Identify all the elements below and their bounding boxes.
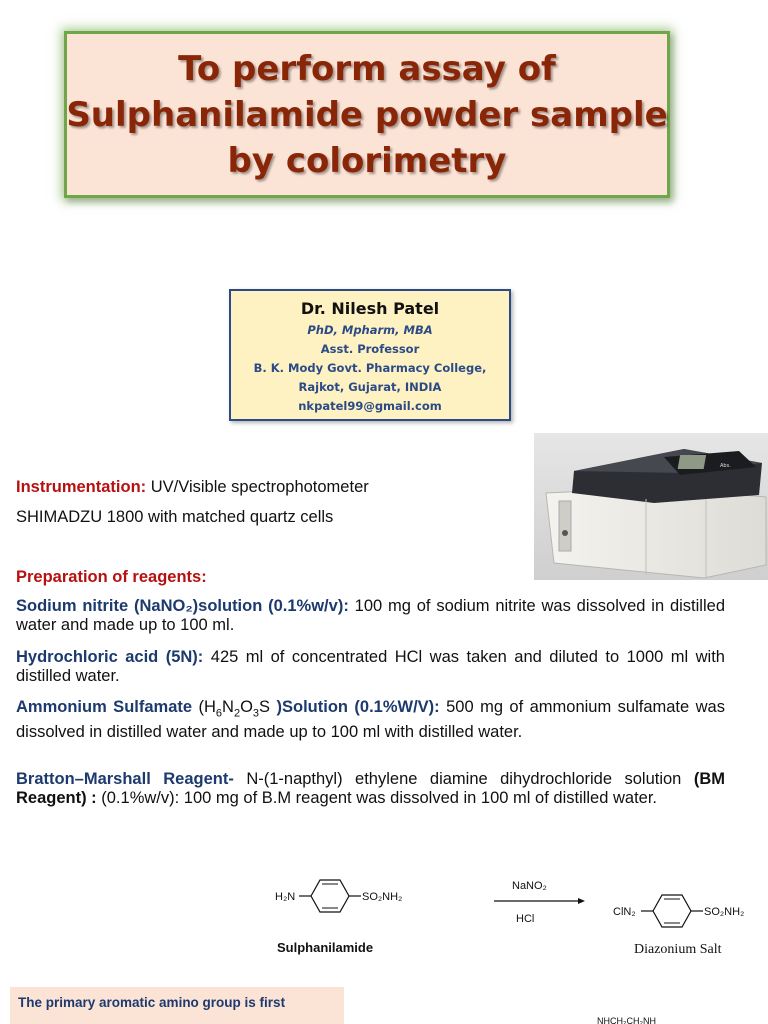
sodium-nitrite-paragraph	[16, 597, 725, 635]
formula-s: S	[259, 698, 271, 716]
arrow-head	[578, 898, 585, 904]
author-degrees: PhD, Mpharm, MBA	[307, 323, 433, 337]
instrumentation-label: Instrumentation:	[16, 478, 147, 496]
formula-o: O	[240, 698, 253, 716]
author-position: Asst. Professor	[320, 342, 420, 356]
benzene-ring-1	[311, 880, 349, 912]
bm-text1: N-(1-napthyl) ethylene diamine dihydrochloride solution	[246, 770, 682, 788]
reagent-top: NaNO₂	[512, 880, 547, 892]
reagents-heading: Preparation of reagents:	[16, 568, 207, 586]
title-line-2: Sulphanilamide powder sample	[66, 94, 668, 135]
cln2-label: ClN₂	[613, 906, 636, 918]
bm-label2: (BM Reagent) :	[16, 770, 725, 807]
author-college: B. K. Mody Govt. Pharmacy College,	[253, 361, 487, 375]
reactant-name: Sulphanilamide	[277, 940, 374, 955]
title-line-1: To perform assay of	[178, 48, 556, 89]
title-box	[64, 31, 670, 198]
instrumentation-text: UV/Visible spectrophotometer	[150, 478, 369, 496]
product-name: Diazonium Salt	[634, 942, 722, 957]
ammonium-label-b: )Solution (0.1%W/V):	[276, 698, 440, 716]
so2nh2-label-2: SO₂NH₂	[704, 906, 745, 918]
hcl-text: 425 ml of concentrated HCl was taken and diluted to 1000 ml with distilled water.	[16, 648, 725, 685]
note-box	[10, 987, 344, 1024]
formula-h: H	[203, 698, 216, 716]
author-location: Rajkot, Gujarat, INDIA	[298, 380, 442, 394]
instrumentation-section	[16, 478, 725, 527]
author-card	[229, 289, 511, 421]
panel-label: Abs.	[720, 463, 731, 469]
note-text: The primary aromatic amino group is first	[18, 995, 286, 1010]
formula-n-sub: 2	[233, 707, 241, 720]
author-email: nkpatel99@gmail.com	[298, 399, 442, 413]
formula-h-sub: 6	[215, 707, 223, 720]
title-line-3: by colorimetry	[227, 140, 507, 181]
so2nh2-label-1: SO₂NH₂	[362, 891, 403, 903]
reagent-bottom: HCl	[516, 913, 535, 925]
sodium-nitrite-text: 100 mg of sodium nitrite was dissolved in distilled water and made up to 100 ml.	[16, 597, 725, 634]
ammonium-text: 500 mg of ammonium sulfamate was dissolved in distilled water and made up to 100 ml with distilled water.	[16, 698, 725, 742]
author-name: Dr. Nilesh Patel	[300, 299, 440, 318]
hcl-label: Hydrochloric acid (5N):	[16, 648, 204, 666]
bm-text2: (0.1%w/v): 100 mg of B.M reagent was dissolved in 100 ml of distilled water.	[101, 789, 658, 807]
instrumentation-line2: SHIMADZU 1800 with matched quartz cells	[16, 508, 334, 526]
formula-n: N	[222, 698, 234, 716]
h2n-label: H₂N	[275, 891, 296, 903]
sodium-nitrite-label: Sodium nitrite (NaNO₂)solution (0.1%w/v):	[16, 597, 349, 615]
ammonium-label-a: Ammonium Sulfamate	[16, 698, 193, 716]
hcl-paragraph	[16, 648, 725, 686]
benzene-ring-2	[653, 895, 691, 927]
ammonium-paragraph: Ammonium Sulfamate ($H_6N_2O_3S$ )Solution (0.1%W/V): 500 mg of ammonium sulfamate was dissolved in distilled water and made up to 100 ml with distilled water.	[16, 698, 725, 742]
bm-paragraph	[16, 770, 725, 808]
formula-o-sub: 3	[252, 707, 260, 720]
bm-label: Bratton–Marshall Reagent-	[16, 770, 234, 788]
partial-structure-label: NHCH₂CH₂NH	[597, 1016, 656, 1024]
